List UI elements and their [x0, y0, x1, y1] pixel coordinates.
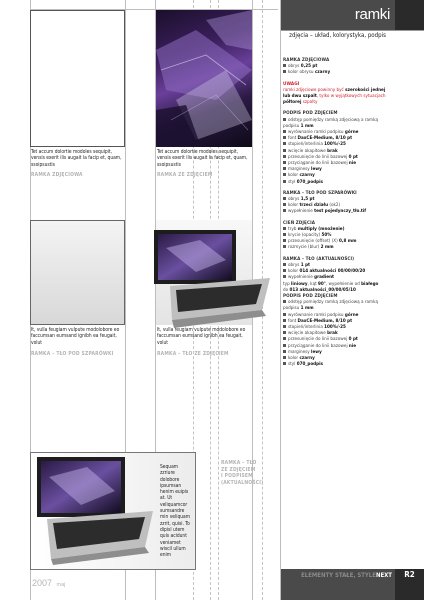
footer-page-number: R2: [404, 570, 415, 579]
spec-line: wypełnienie test pojedynczy_tło.tif: [283, 209, 393, 215]
spec-line: przesunięcie do linii bazowej 0 pt: [283, 155, 393, 161]
news-caption-line-1: RAMKA – TŁO: [221, 460, 257, 466]
spec-line: rozmycie (blur) 2 mm: [283, 245, 393, 251]
spec-uwagi-title: UWAGI: [283, 81, 300, 87]
page-title: ramki: [354, 6, 390, 23]
spec-line: do 013 aktualności_00/00/05/10: [283, 287, 356, 293]
left-mid-text: It, vulla feugiam vulpute modolobore eo faccumsan eumsand ignibh ea feugait, volut: [31, 327, 120, 346]
spec-line: kolor obrysu czarny: [283, 70, 393, 76]
footer-label-row: [282, 572, 392, 579]
spec-line: wyrównanie ramki podpisu górne: [283, 313, 393, 319]
middle-mid-caption: RAMKA – TŁO ZE ZDJĘCIEM: [157, 351, 229, 357]
footer-section: ELEMENTY STAŁE, STYLE: [301, 572, 376, 579]
spec-column: [283, 58, 393, 368]
spec-line: styl 070_podpis: [283, 180, 393, 186]
abstract-shapes-icon: [156, 10, 252, 147]
spec-s3-title: CIEŃ ZDJĘCIA: [283, 220, 316, 226]
spec-line: kolor czarny: [283, 173, 393, 179]
footer-brand: NEXT: [375, 572, 392, 579]
spec-line: przyciąganie do linii bazowej nie: [283, 161, 393, 167]
left-top-caption: RAMKA ZDJĘCIOWA: [31, 172, 83, 178]
spec-line: krycie (opacity) 50%: [283, 233, 393, 239]
spec-line: przesunięcie (offset) (X) 0,8 mm: [283, 239, 393, 245]
spec-line: font DaxCE-Medium, 8/10 pt: [283, 319, 393, 325]
middle-mid-text: It, vulla feugiam vulpute modolobore eo faccumsan eumsand ignibh ea feugait, volut: [157, 327, 246, 346]
news-caption-line-2: ZE ZDJĘCIEM: [221, 466, 256, 473]
left-mid-caption: RAMKA – TŁO POD SZPARÓWKI: [31, 351, 114, 357]
spec-line: font DaxCE-Medium, 8/10 pt: [283, 136, 393, 142]
spec-line: wcięcie akapitowe brak: [283, 149, 393, 155]
news-box-caption: [221, 460, 265, 486]
spec-s1-title: RAMKA ZDJĘCIOWA: [283, 58, 330, 63]
spec-line: styl 070_podpis: [283, 362, 393, 368]
laptop-bg-frame: [30, 220, 125, 325]
empty-photo-frame: [30, 10, 125, 147]
spec-line: kolor trzeci działu (ok2): [283, 203, 393, 209]
spec-uwagi-text: ramki zdjęciowe powinny być szerokości jednej lub dwu szpalt, tylko w wyjątkowych sytuacjach półtorej szpalty: [283, 87, 386, 106]
spec-line: obrys 1 pt: [283, 263, 393, 269]
middle-top-text: Tet accum dolortie modoles sequipit, vensis exerit ilis augait la facip et, quam, ssoipsustis: [157, 149, 248, 168]
news-caption-line-3: I PODPISEM: [221, 473, 253, 479]
header-rule: [281, 30, 424, 31]
spec-line: marginesy lewy: [283, 167, 393, 173]
spec-s4-title: RAMKA – TŁO (AKTUALNOŚCI): [283, 256, 355, 262]
spec-line: wcięcie akapitowe brak: [283, 331, 393, 337]
left-top-text: Tet accum dolortie modoles sequipit, vensis exerit ilis augait la facip et, quam, ssoipsustis: [31, 149, 122, 168]
spec-s2-title: RAMKA – TŁO POD SZPARÓWKI: [283, 190, 357, 196]
middle-top-caption: RAMKA ZE ZDJĘCIEM: [157, 172, 213, 178]
spec-line: wyrównanie ramki podpisu górne: [283, 130, 393, 136]
spec-line: marginesy lewy: [283, 350, 393, 356]
spec-p2-title: PODPIS POD ZDJĘCIEM: [283, 293, 338, 299]
laptop-illustration: [150, 228, 275, 333]
laptop-news-illustration: [33, 455, 155, 568]
footer-month: maj: [56, 582, 66, 588]
spec-line: stopień/interlinia 100%/-25: [283, 142, 393, 148]
news-caption-line-4: (AKTUALNOŚCI): [221, 479, 264, 486]
footer-year: 2007: [32, 578, 53, 588]
news-box-text: Sequam zzriure dolobore ipsumsan henim euipis at. Ut veliquamcor sumsandre min veliquam zzrit, quisi. To dipisl utem quis acidunt veniamet wiscil ullum enim: [160, 464, 191, 559]
spec-p1-title: PODPIS POD ZDJĘCIEM: [283, 111, 338, 117]
spec-line: odstęp pomiędzy ramką zdjęciową a ramką podpisu 1 mm: [283, 300, 379, 312]
spec-line: stopień/interlinia 100%/-25: [283, 325, 393, 331]
spec-line: odstęp pomiędzy ramką zdjęciową a ramką podpisu 1 mm: [283, 117, 379, 129]
spec-line: kolor 014 aktualności 00/00/00/20: [283, 269, 393, 275]
spec-line: typ liniowy, kąt 90°, wypełnienie od białego: [283, 281, 379, 287]
grid-line-col3-left: [280, 0, 281, 600]
header-dark-tab: [395, 0, 424, 30]
spec-line: kolor czarny: [283, 356, 393, 362]
spec-line: przyciąganie do linii bazowej nie: [283, 344, 393, 350]
spec-line: obrys 0,25 pt: [283, 64, 393, 70]
spec-line: przesunięcie do linii bazowej 0 pt: [283, 337, 393, 343]
footer-date: [32, 573, 65, 591]
spec-line: wypełnienie gradient: [283, 275, 393, 281]
abstract-photo: [156, 10, 252, 147]
spec-line: obrys 1,5 pt: [283, 197, 393, 203]
page-subtitle: zdjęcia – układ, kolorystyka, podpis: [289, 32, 386, 39]
spec-line: tryb multiply (mnożenie): [283, 227, 393, 233]
